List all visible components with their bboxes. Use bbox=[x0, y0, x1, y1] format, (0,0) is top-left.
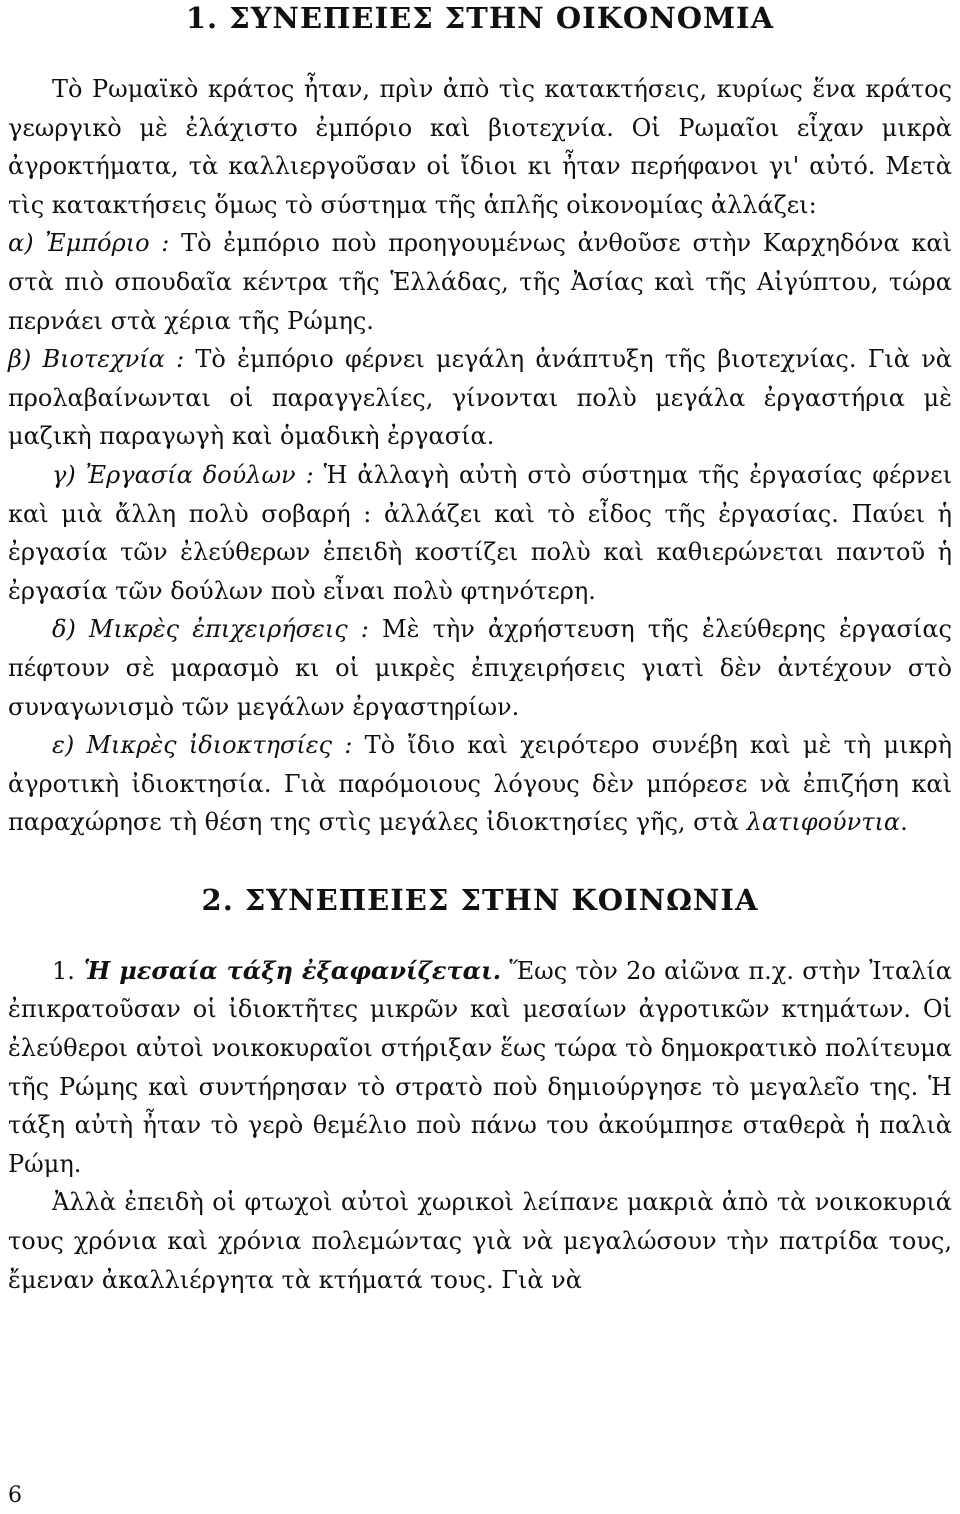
item-text: Μὲ τὴν ἀχρήστευση τῆς ἐλεύθερης ἐργασίας πέφτουν σὲ μαρασμὸ κι οἱ μικρὲς ἐπιχειρήσεις γιατὶ δὲν ἀντέχουν στὸ συναγωνισμὸ τῶν μεγάλων ἐργαστηρίων. bbox=[8, 615, 952, 721]
item-crafts bbox=[8, 340, 952, 456]
continuation-paragraph: Ἀλλὰ ἐπειδὴ οἱ φτωχοὶ αὐτοὶ χωρικοὶ λείπανε μακριὰ ἀπὸ τὰ νοικοκυριά τους χρόνια καὶ χρόνια πολεμώντας γιὰ νὰ μεγαλώσουν τὴν πατρίδα τους, ἔμεναν ἀκαλλιέργητα τὰ κτήματά τους. Γιὰ νὰ bbox=[8, 1188, 952, 1294]
item-text: Τὸ ἴδιο καὶ χειρότερο συνέβη καὶ μὲ τὴ μικρὴ ἀγροτικὴ ἰδιοκτησία. Γιὰ παρόμοιους λόγους δὲν μπόρεσε νὰ ἐπιζήση καὶ παραχώρησε τὴ θέση της στὶς μεγάλες ἰδιοκτησίες γῆς, στὰ bbox=[8, 731, 952, 837]
item-text: Τὸ ἐμπόριο φέρνει μεγάλη ἀνάπτυξη τῆς βιοτεχνίας. Γιὰ νὰ προλαβαίνωνται οἱ παραγγελίες, γίνονται πολὺ μεγάλα ἐργαστήρια μὲ μαζικὴ παραγωγὴ καὶ ὁμαδικὴ ἐργασία. bbox=[8, 345, 952, 451]
point-title: Ἡ μεσαία τάξη ἐξαφανίζεται. bbox=[74, 955, 502, 985]
item-text: Ἡ ἀλλαγὴ αὐτὴ στὸ σύστημα τῆς ἐργασίας φέρνει καὶ μιὰ ἄλλη πολὺ σοβαρή : ἀλλάζει καὶ τὸ εἶδος τῆς ἐργασίας. Παύει ἡ ἐργασία τῶν ἐλεύθερων ἐπειδὴ κοστίζει πολὺ καὶ καθιερώνεται παντοῦ ἡ ἐργασία τῶν δούλων ποὺ εἶναι πολὺ φτηνότερη. bbox=[8, 460, 953, 605]
item-text-end: . bbox=[900, 808, 908, 837]
point-text: Ἕως τὸν 2ο αἰῶνα π.χ. στὴν Ἰταλία ἐπικρατοῦσαν οἱ ἰδιοκτῆτες μικρῶν καὶ μεσαίων ἀγροτικῶν κτημάτων. Οἱ ἐλεύθεροι αὐτοὶ νοικοκυραῖοι στήριξαν ἕως τώρα τὸ δημοκρατικὸ πολίτευμα τῆς Ρώμης καὶ συντήρησαν τὸ στρατὸ ποὺ δημιούργησε τὸ μεγαλεῖο της. Ἡ τάξη αὐτὴ ἦταν τὸ γερὸ θεμέλιο ποὺ πάνω του ἀκούμπησε σταθερὰ ἡ παλιὰ Ρώμη. bbox=[8, 956, 952, 1178]
item-small-businesses bbox=[8, 610, 952, 726]
item-label: β) Βιοτεχνία : bbox=[8, 345, 185, 374]
item-small-properties bbox=[8, 726, 952, 842]
item-text: Τὸ ἐμπόριο ποὺ προηγουμένως ἀνθοῦσε στὴν Καρχηδόνα καὶ στὰ πιὸ σπουδαῖα κέντρα τῆς Ἑλλάδας, τῆς Ἀσίας καὶ τῆς Αἰγύπτου, τώρα περνάει στὰ χέρια τῆς Ρώμης. bbox=[8, 229, 952, 335]
section-heading-economy: 1. ΣΥΝΕΠΕΙΕΣ ΣΤΗΝ ΟΙΚΟΝΟΜΙΑ bbox=[185, 1, 775, 35]
page-number: 6 bbox=[8, 1483, 22, 1508]
item-commerce bbox=[8, 224, 952, 340]
item-label: ε) Μικρὲς ἰδιοκτησίες : bbox=[52, 731, 353, 760]
item-label: γ) Ἐργασία δούλων : bbox=[52, 460, 314, 489]
item-label: δ) Μικρὲς ἐπιχειρήσεις : bbox=[52, 615, 369, 644]
item-label: α) Ἐμπόριο : bbox=[8, 229, 170, 258]
latifundia-term: λατιφούντια bbox=[746, 808, 901, 837]
document-page bbox=[8, 0, 952, 1299]
intro-paragraph: Τὸ Ρωμαϊκὸ κράτος ἦταν, πρὶν ἀπὸ τὶς κατακτήσεις, κυρίως ἕνα κράτος γεωργικὸ μὲ ἐλάχιστο ἐμπόριο καὶ βιοτεχνία. Οἱ Ρωμαῖοι εἶχαν μικρὰ ἀγροκτήματα, τὰ καλλιεργοῦσαν οἱ ἴδιοι κι ἦταν περήφανοι γι' αὐτό. Μετὰ τὶς κατακτήσεις ὅμως τὸ σύστημα τῆς ἁπλῆς οἰκονομίας ἀλλάζει: bbox=[8, 75, 952, 219]
section-heading-society: 2. ΣΥΝΕΠΕΙΕΣ ΣΤΗΝ ΚΟΙΝΩΝΙΑ bbox=[201, 882, 759, 917]
point-number: 1. bbox=[52, 956, 75, 985]
item-slave-labor bbox=[8, 456, 952, 610]
point-middle-class bbox=[8, 952, 952, 1184]
